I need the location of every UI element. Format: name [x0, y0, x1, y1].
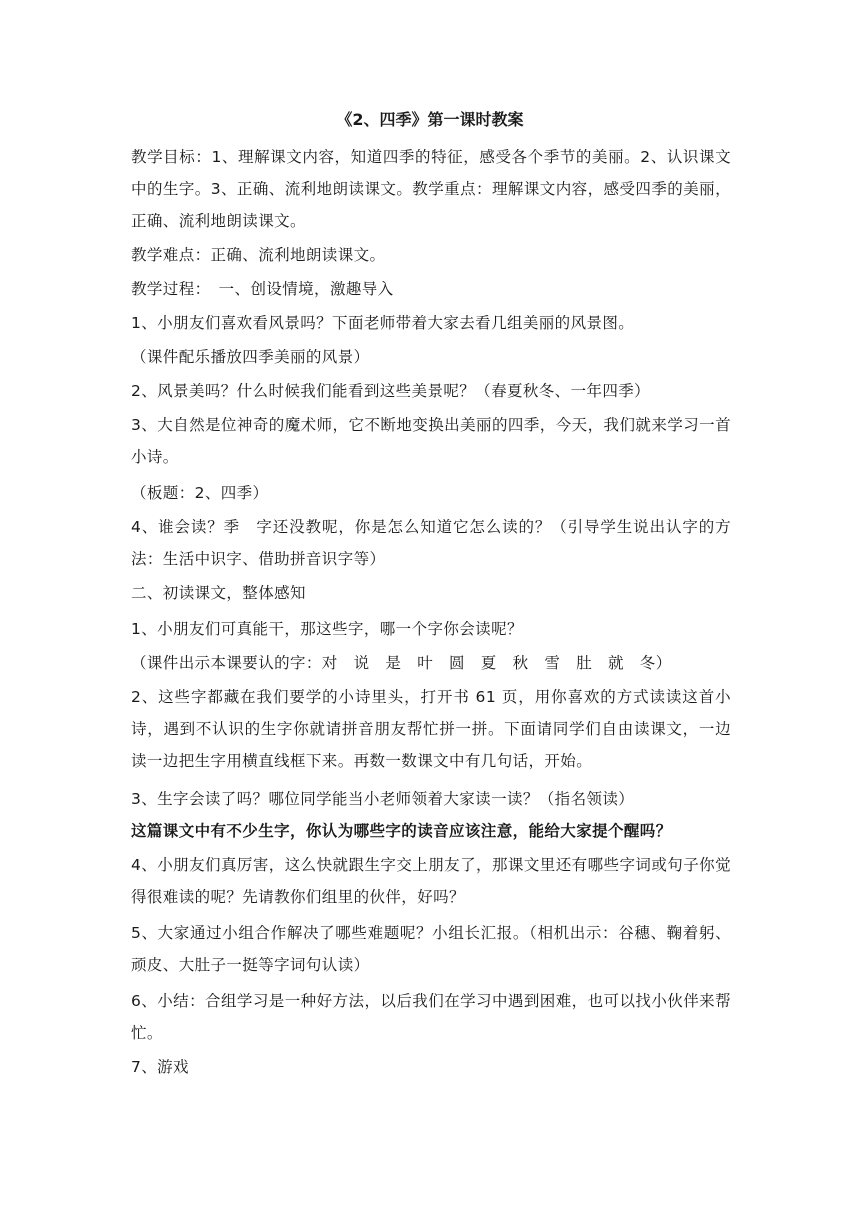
paragraph-step-1: 1、小朋友们喜欢看风景吗？下面老师带着大家去看几组美丽的风景图。 [131, 314, 635, 332]
paragraph-board-title: （板题：2、四季） [131, 484, 269, 502]
document-title: 《2、四季》第一课时教案 [336, 110, 524, 129]
paragraph-new-characters: （课件出示本课要认的字：对 说 是 叶 圆 夏 秋 雪 肚 就 冬） [131, 654, 672, 672]
paragraph-section-2-step-7: 7、游戏 [131, 1058, 189, 1076]
paragraph-section-2-step-4: 4、小朋友们真厉害，这么快就跟生字交上朋友了，那课文里还有哪些字词或句子你觉得很难读的呢？先请教你们组里的伙伴，好吗？ [131, 856, 731, 906]
paragraph-section-2-step-2: 2、这些字都藏在我们要学的小诗里头，打开书 61 页，用你喜欢的方式读读这首小诗，遇到不认识的生字你就请拼音朋友帮忙拼一拼。下面请同学们自由读课文，一边读一边把生字用横直线框下来。再数一数课文中有几句话，开始。 [131, 688, 731, 770]
paragraph-difficulty: 教学难点：正确、流利地朗读课文。 [131, 246, 386, 264]
paragraph-step-3: 3、大自然是位神奇的魔术师，它不断地变换出美丽的四季，今天，我们就来学习一首小诗。 [131, 416, 731, 466]
paragraph-teaching-goals: 教学目标：1、理解课文内容，知道四季的特征，感受各个季节的美丽。2、认识课文中的生字。3、正确、流利地朗读课文。教学重点：理解课文内容，感受四季的美丽，正确、流利地朗读课文。 [131, 148, 731, 230]
paragraph-section-2-step-6: 6、小结：合组学习是一种好方法，以后我们在学习中遇到困难，也可以找小伙伴来帮忙。 [131, 992, 731, 1042]
paragraph-section-2-heading: 二、初读课文，整体感知 [131, 584, 306, 602]
paragraph-section-2-step-3: 3、生字会读了吗？哪位同学能当小老师领着大家读一读？（指名领读） [131, 790, 635, 808]
paragraph-courseware-scenery: （课件配乐播放四季美丽的风景） [131, 348, 370, 366]
paragraph-pronunciation-reminder: 这篇课文中有不少生字，你认为哪些字的读音应该注意，能给大家提个醒吗？ [131, 822, 672, 840]
paragraph-process-heading: 教学过程： 一、创设情境，激趣导入 [131, 280, 394, 298]
paragraph-section-2-step-5: 5、大家通过小组合作解决了哪些难题呢？小组长汇报。（相机出示：谷穗、鞠着躬、顽皮、大肚子一挺等字词句认读） [131, 924, 731, 974]
paragraph-step-4: 4、谁会读？季 字还没教呢，你是怎么知道它怎么读的？（引导学生说出认字的方法：生活中识字、借助拼音识字等） [131, 518, 731, 568]
paragraph-section-2-step-1: 1、小朋友们可真能干，那这些字，哪一个字你会读呢？ [131, 620, 523, 638]
paragraph-step-2: 2、风景美吗？什么时候我们能看到这些美景呢？（春夏秋冬、一年四季） [131, 382, 651, 400]
